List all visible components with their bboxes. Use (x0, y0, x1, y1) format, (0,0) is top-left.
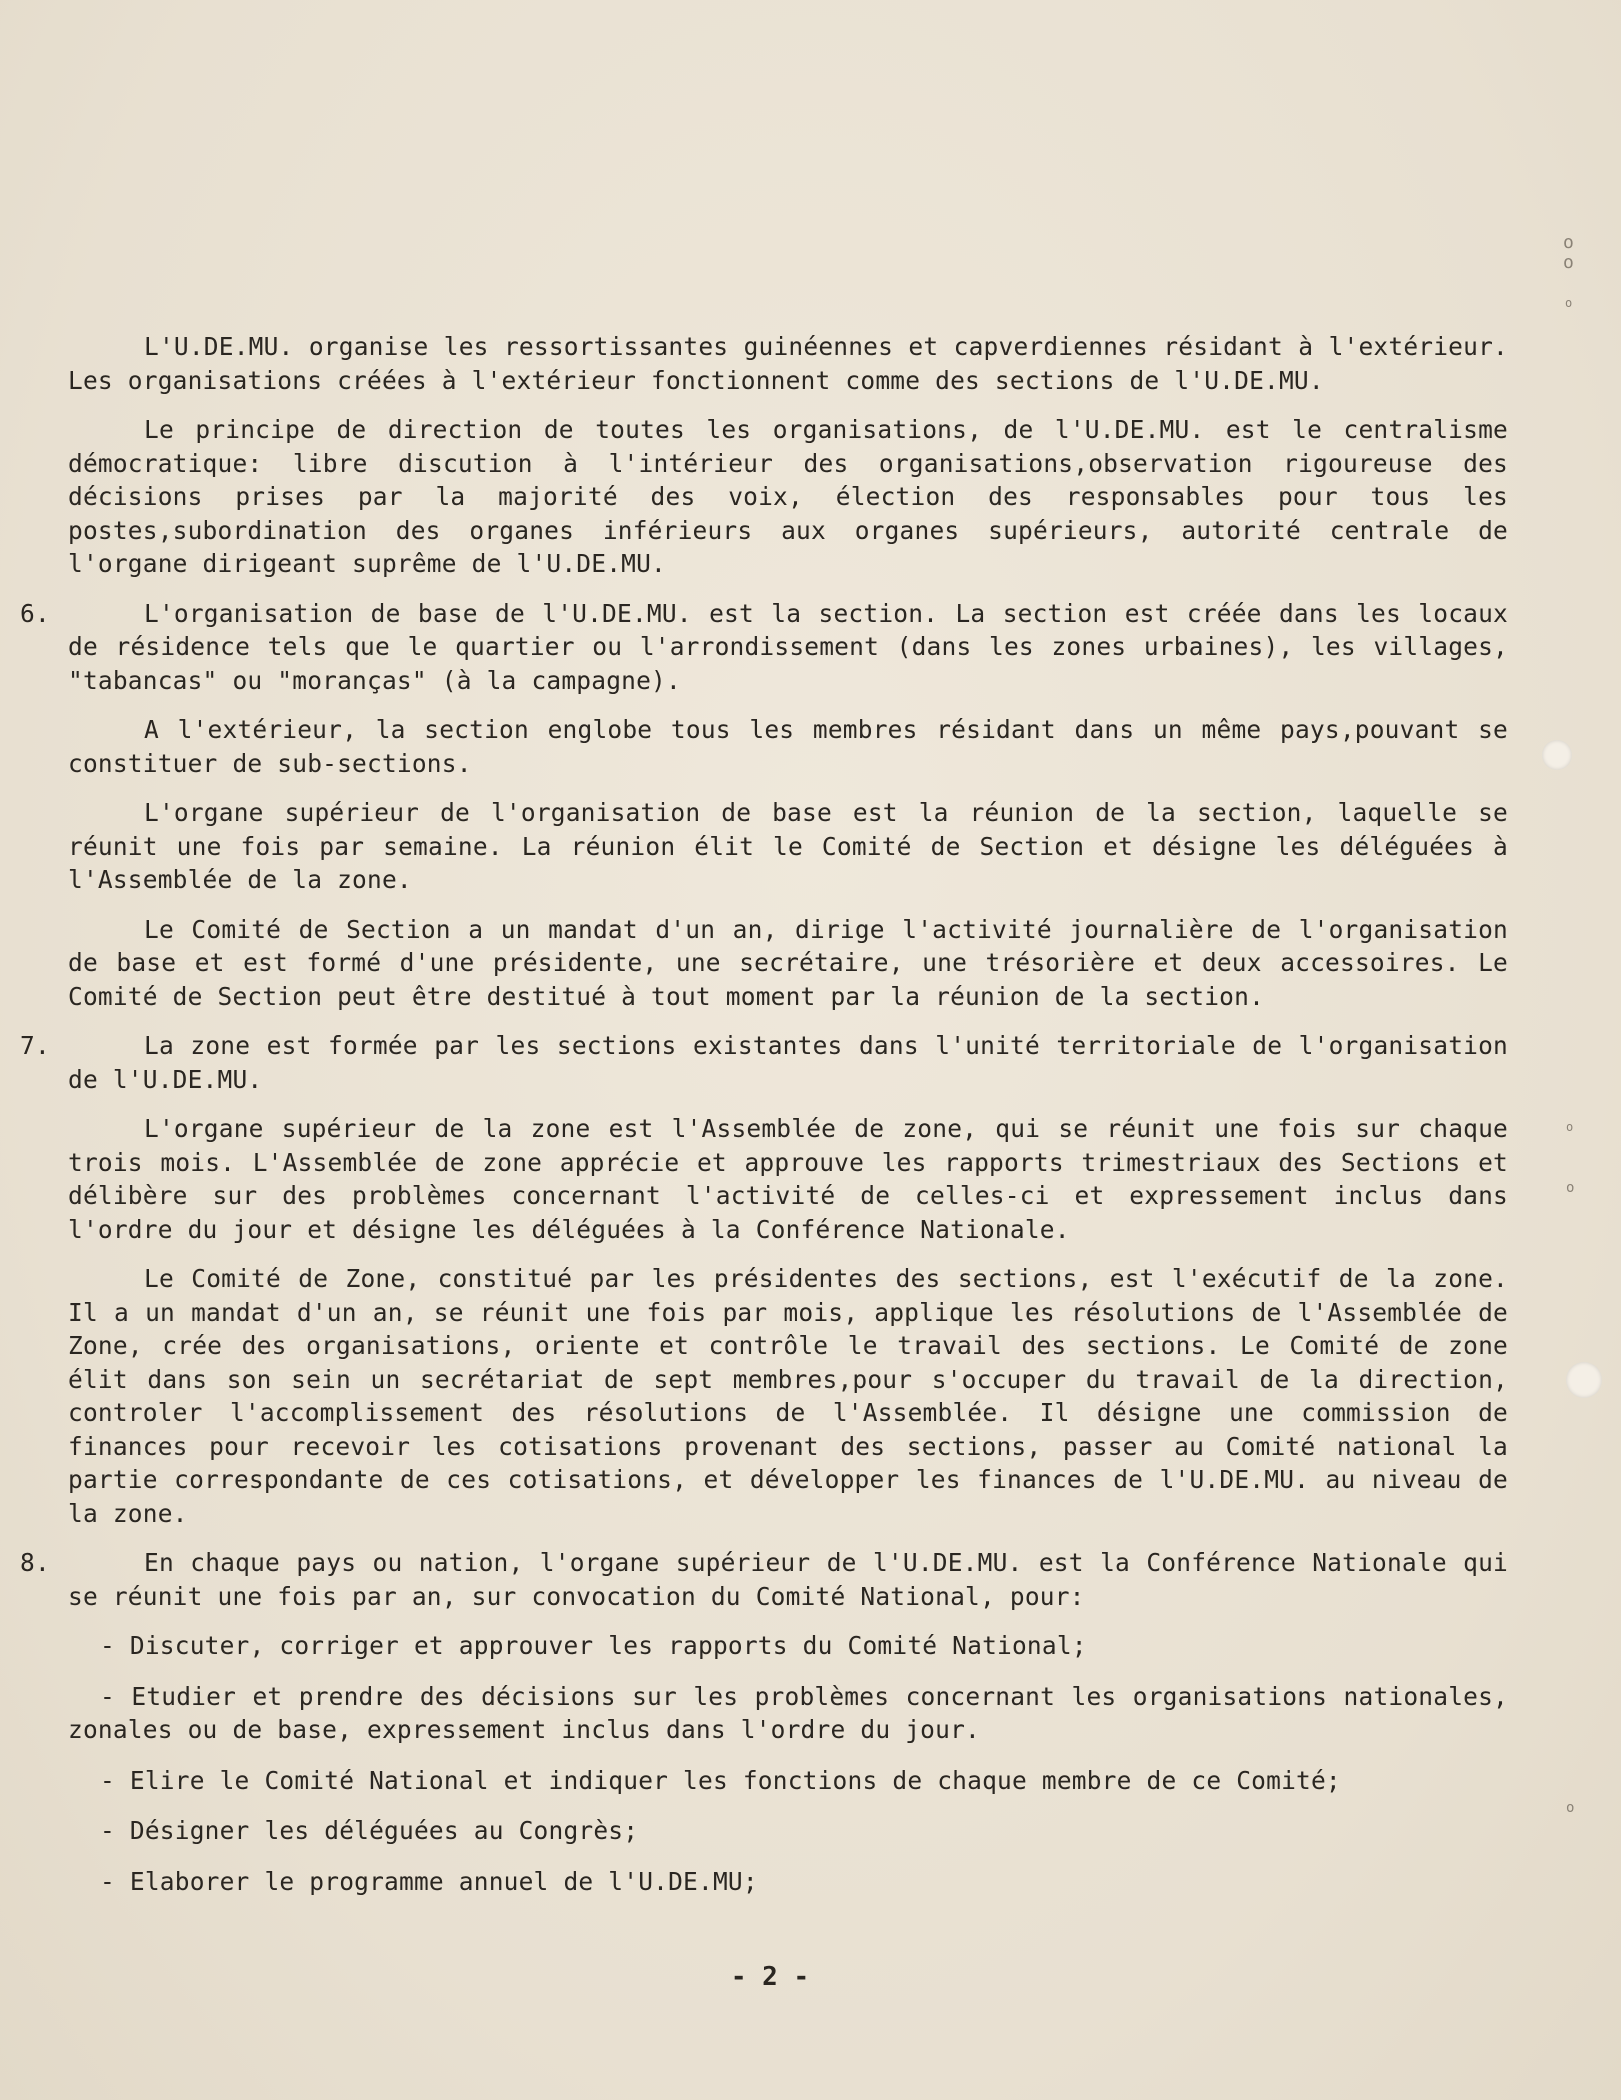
paragraph-article-8: 8. En chaque pays ou nation, l'organe supérieur de l'U.DE.MU. est la Conférence Nationale qui se réunit une fois par an, sur convocation du Comité National, pour: (20, 1548, 1508, 1611)
paragraph: Le Comité de Zone, constitué par les présidentes des sections, est l'exécutif de la zone. Il a un mandat d'un an, se réunit une fois par mois, applique les résolutions de l'Assemblée de Zone, crée des organisations, oriente et contrôle le travail des sections. Le Comité de zone élit dans son sein un secrétariat de sept membres,pour s'occuper du travail de la direction, controler l'accomplissement des résolutions de l'Assemblée. Il désigne une commission de finances pour recevoir les cotisations provenant des sections, passer au Comité national la partie correspondante de ces cotisations, et développer les finances de l'U.DE.MU. au niveau de la zone. (68, 1264, 1508, 1528)
article-number: 6. (20, 598, 50, 628)
binder-hole (1542, 740, 1572, 770)
article-number: 7. (20, 1031, 50, 1060)
paper-speck: o (1566, 1120, 1574, 1134)
paragraph: L'organe supérieur de la zone est l'Assemblée de zone, qui se réunit une fois sur chaque trois mois. L'Assemblée de zone apprécie et approuve les rapports trimestriaux des Sections et délibère sur des problèmes concernant l'activité de celles-ci et expressement inclus dans l'ordre du jour et désigne les déléguées à la Conférence Nationale. (68, 1114, 1508, 1244)
list-item: - Etudier et prendre des décisions sur les problèmes concernant les organisations nationales, zonales ou de base, expressement inclus dans l'ordre du jour. (68, 1681, 1508, 1744)
list-item: - Elaborer le programme annuel de l'U.DE.MU; (100, 1866, 758, 1896)
binder-hole (1566, 1362, 1602, 1398)
paragraph-article-6: 6. L'organisation de base de l'U.DE.MU. est la section. La section est créée dans les locaux de résidence tels que le quartier ou l'arrondissement (dans les zones urbaines), les villages, "tabancas" ou "moranças" (à la campagne). (20, 598, 1508, 695)
paper-speck: o (1566, 1800, 1575, 1816)
page-number: - 2 - (730, 1962, 810, 1992)
paper-speck: o (1563, 232, 1574, 253)
paragraph: L'organe supérieur de l'organisation de base est la réunion de la section, laquelle se réunit une fois par semaine. La réunion élit le Comité de Section et désigne les déléguées à l'Assemblée de la zone. (68, 798, 1508, 894)
paragraph: Le Comité de Section a un mandat d'un an, dirige l'activité journalière de l'organisation de base et est formé d'une présidente, une secrétaire, une trésorière et deux accessoires. Le Comité de Section peut être destitué à tout moment par la réunion de la section. (68, 914, 1508, 1011)
paper-speck: o (1565, 296, 1573, 310)
paragraph: L'U.DE.MU. organise les ressortissantes guinéennes et capverdiennes résidant à l'extérieur. Les organisations créées à l'extérieur fonctionnent comme des sections de l'U.DE.MU. (68, 332, 1508, 395)
document-body (20, 330, 1508, 1915)
list-item: - Discuter, corriger et approuver les rapports du Comité National; (100, 1631, 1087, 1660)
paragraph: Le principe de direction de toutes les organisations, de l'U.DE.MU. est le centralisme démocratique: libre discution à l'intérieur des organisations,observation rigoureuse des décisions prises par la majorité des voix, élection des responsables pour tous les postes,subordination des organes inférieurs aux organes supérieurs, autorité centrale de l'organe dirigeant suprême de l'U.DE.MU. (68, 415, 1508, 578)
paper-speck: o (1566, 1180, 1575, 1196)
article-number: 8. (20, 1548, 50, 1577)
list-item: - Désigner les déléguées au Congrès; (100, 1816, 639, 1845)
paragraph-article-7: 7. La zone est formée par les sections existantes dans l'unité territoriale de l'organisation de l'U.DE.MU. (20, 1031, 1508, 1094)
paragraph: A l'extérieur, la section englobe tous les membres résidant dans un même pays,pouvant se constituer de sub-sections. (68, 715, 1508, 778)
paper-speck: o (1563, 252, 1574, 273)
list-item: - Elire le Comité National et indiquer les fonctions de chaque membre de ce Comité; (100, 1765, 1341, 1795)
